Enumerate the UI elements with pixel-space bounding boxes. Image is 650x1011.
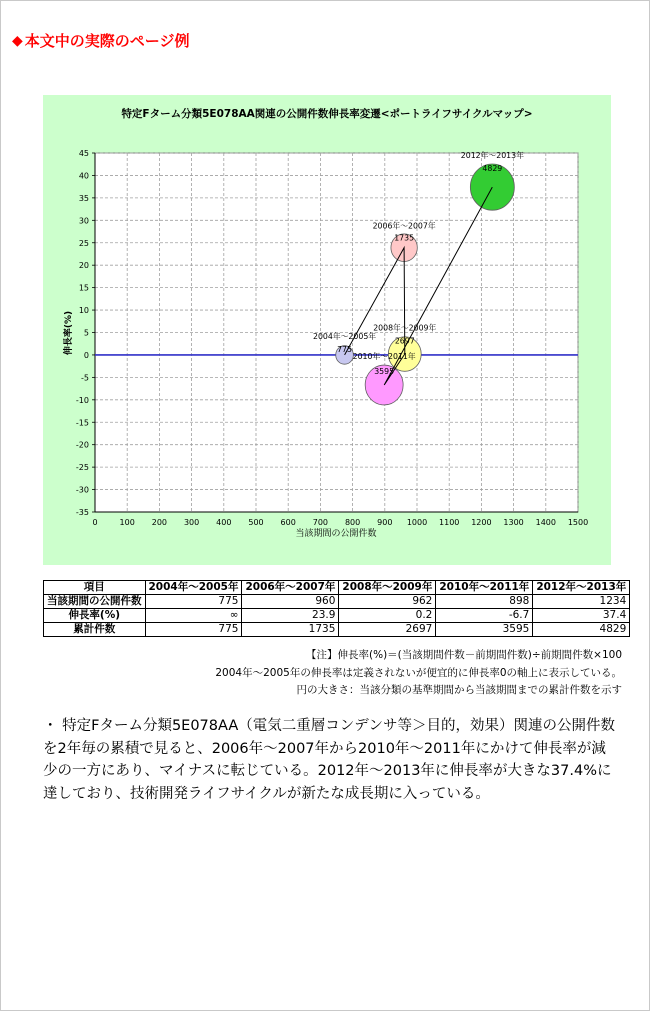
y-tick-label: -15 bbox=[75, 418, 89, 428]
data-table bbox=[43, 580, 630, 637]
table-cell: 0.2 bbox=[339, 609, 436, 623]
table-cell: 4829 bbox=[533, 623, 630, 637]
table-cell: 775 bbox=[145, 623, 242, 637]
bubble-chart bbox=[43, 95, 611, 565]
x-tick-label: 300 bbox=[183, 518, 200, 527]
x-axis-label: 当該期間の公開件数 bbox=[295, 529, 377, 539]
table-row-label: 当該期間の公開件数 bbox=[44, 595, 146, 609]
x-tick-label: 1000 bbox=[406, 518, 428, 527]
x-tick-label: 1400 bbox=[535, 518, 556, 527]
y-tick-label: -25 bbox=[75, 463, 89, 473]
bubble-size-label: 1735 bbox=[394, 233, 415, 243]
bubble-period-label: 2008年～2009年 bbox=[373, 323, 437, 333]
y-tick-label: 5 bbox=[83, 328, 89, 338]
table-cell: -6.7 bbox=[436, 609, 533, 623]
x-tick-label: 400 bbox=[216, 518, 232, 527]
y-tick-label: 35 bbox=[78, 193, 89, 203]
table-cell: 962 bbox=[339, 595, 436, 609]
x-tick-label: 1300 bbox=[503, 518, 524, 527]
table-row-label: 累計件数 bbox=[44, 623, 146, 637]
x-tick-label: 900 bbox=[377, 518, 393, 527]
y-tick-label: 0 bbox=[83, 350, 89, 360]
chart-title: 特定Fターム分類5E078AA関連の公開件数伸長率変遷<ポートライフサイクルマップ> bbox=[121, 108, 533, 120]
note-formula: 【注】伸長率(%)＝(当該期間件数－前期間件数)÷前期間件数×100 bbox=[306, 649, 622, 661]
table-cell: 1234 bbox=[533, 595, 630, 609]
y-tick-label: -20 bbox=[75, 440, 89, 450]
table-header-cell: 項目 bbox=[44, 581, 146, 595]
y-tick-label: 20 bbox=[78, 261, 89, 271]
table-cell: 898 bbox=[436, 595, 533, 609]
x-tick-label: 700 bbox=[312, 518, 329, 527]
section-heading-text: 本文中の実際のページ例 bbox=[24, 32, 190, 50]
summary-text: ・ 特定Fターム分類5E078AA（電気二重層コンデンサ等＞目的，効果）関連の公開件数を2年毎の累積で見ると、2006年～2007年から2010年～2011年にかけて伸長率が減少の一方にあり、マイナスに転じている。2012年～2013年に伸長率が大きな37.4%に達しており、技術開発ライフサイクルが新たな成長期に入っている。 bbox=[43, 718, 615, 802]
table-header-cell: 2004年～2005年 bbox=[145, 581, 242, 595]
y-tick-label: -35 bbox=[75, 508, 89, 517]
table-cell: 2697 bbox=[339, 623, 436, 637]
table-notes bbox=[62, 647, 622, 700]
y-tick-label: 25 bbox=[78, 238, 89, 248]
table-cell: 23.9 bbox=[242, 609, 339, 623]
table-cell: 960 bbox=[242, 595, 339, 609]
bubble-size-label: 775 bbox=[337, 345, 352, 355]
table-cell: 1735 bbox=[242, 623, 339, 637]
table-row-label: 伸長率(%) bbox=[44, 609, 146, 623]
bubble-period-label: 2006年～2007年 bbox=[372, 221, 436, 231]
y-tick-label: -5 bbox=[81, 373, 89, 383]
y-tick-label: -30 bbox=[75, 485, 89, 495]
note-circle-size: 円の大きさ：当該分類の基準期間から当該期間までの累計件数を示す bbox=[296, 684, 622, 696]
table-row bbox=[44, 623, 630, 637]
bubble-period-label: 2012年～2013年 bbox=[460, 151, 524, 161]
x-tick-label: 0 bbox=[92, 518, 98, 527]
x-tick-label: 500 bbox=[248, 518, 264, 527]
table-header-cell: 2012年～2013年 bbox=[533, 581, 630, 595]
table-cell: 775 bbox=[145, 595, 242, 609]
y-tick-label: 45 bbox=[78, 149, 89, 158]
table-header-cell: 2006年～2007年 bbox=[242, 581, 339, 595]
table-cell: 3595 bbox=[436, 623, 533, 637]
x-tick-label: 1100 bbox=[439, 518, 460, 527]
x-tick-label: 200 bbox=[151, 518, 168, 527]
x-tick-label: 1500 bbox=[567, 518, 589, 527]
chart-panel bbox=[43, 95, 611, 565]
bubble-period-label: 2004年～2005年 bbox=[313, 332, 377, 342]
y-tick-label: 10 bbox=[78, 306, 89, 316]
x-tick-label: 600 bbox=[280, 518, 296, 527]
table-header-cell: 2010年～2011年 bbox=[436, 581, 533, 595]
note-first-period: 2004年～2005年の伸長率は定義されないが便宜的に伸長率0の軸上に表示している。 bbox=[215, 666, 622, 679]
table-cell: 37.4 bbox=[533, 609, 630, 623]
bubble-size-label: 2697 bbox=[394, 336, 415, 346]
bubble-size-label: 3595 bbox=[374, 367, 395, 377]
bubble-size-label: 4829 bbox=[482, 164, 503, 174]
table-row bbox=[44, 595, 630, 609]
table-cell: ∞ bbox=[145, 609, 242, 623]
table-header-cell: 2008年～2009年 bbox=[339, 581, 436, 595]
y-tick-label: 15 bbox=[78, 283, 89, 293]
table-header-row bbox=[44, 581, 630, 595]
table-row bbox=[44, 609, 630, 623]
y-tick-label: 40 bbox=[78, 171, 89, 181]
bubble-period-label: 2010年～2011年 bbox=[352, 352, 416, 362]
y-axis-label: 伸長率(%) bbox=[64, 310, 74, 356]
x-tick-label: 800 bbox=[344, 518, 361, 527]
section-heading bbox=[12, 30, 189, 51]
y-tick-label: 30 bbox=[78, 216, 89, 226]
x-tick-label: 100 bbox=[119, 518, 135, 527]
x-tick-label: 1200 bbox=[471, 518, 492, 527]
diamond-icon: ◆ bbox=[12, 32, 23, 49]
y-tick-label: -10 bbox=[75, 395, 89, 405]
